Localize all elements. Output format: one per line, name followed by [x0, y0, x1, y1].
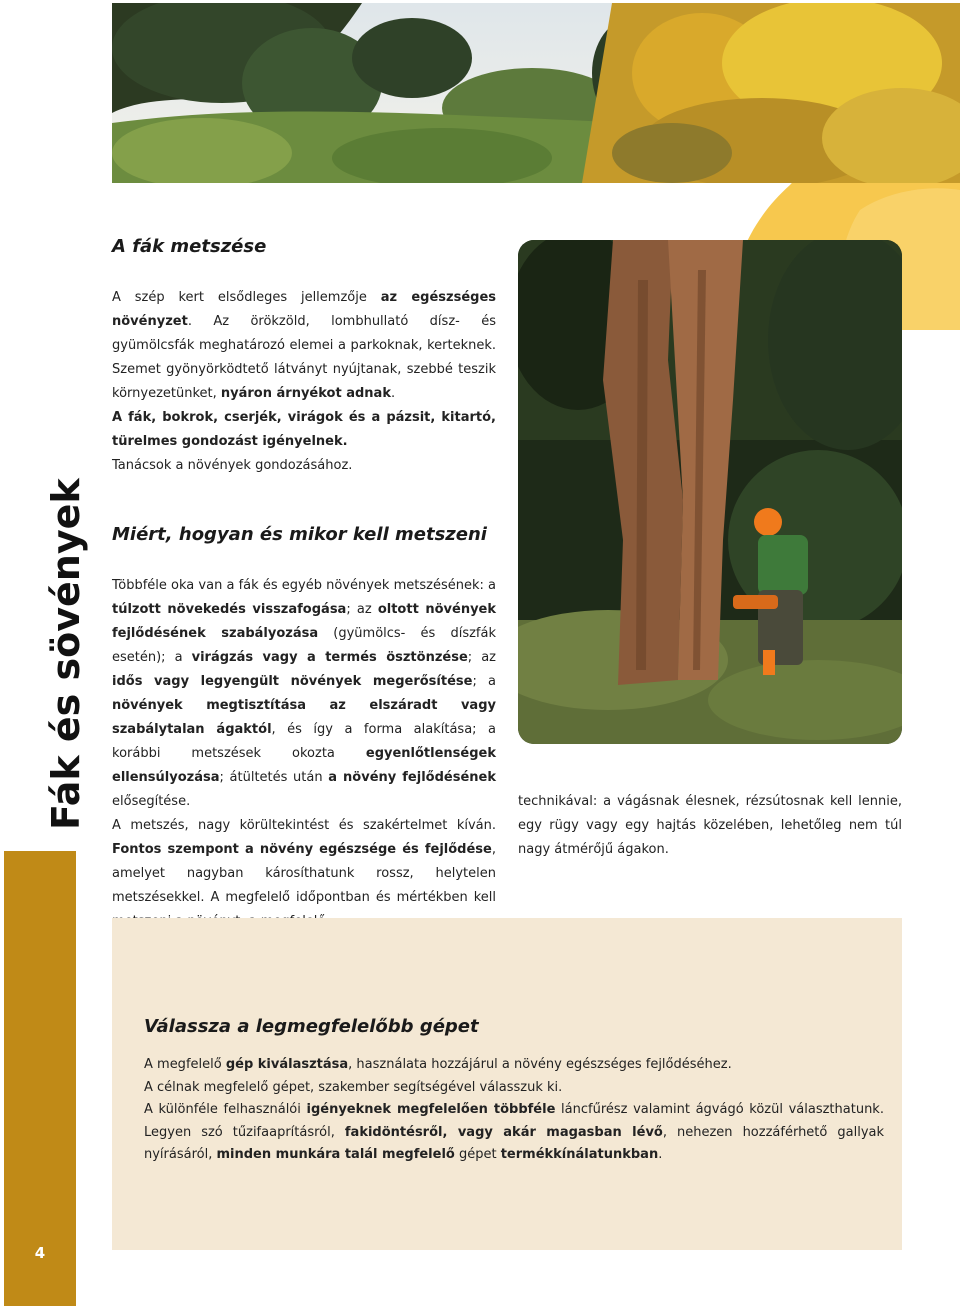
text-run: A megfelelő — [144, 1057, 226, 1072]
text-run: , nehezen hozzáférhető gallyak nyírásáról, — [144, 1124, 885, 1162]
bold-text: túlzott növekedés visszafogása — [112, 602, 347, 617]
text-run: ; az — [346, 602, 378, 617]
section-body-text — [112, 574, 496, 934]
text-run: A különféle felhasználói — [144, 1102, 307, 1117]
bold-text: igényeknek megfelelően többféle — [306, 1102, 556, 1117]
paragraph — [518, 790, 902, 862]
bold-text: nyáron árnyékot adnak — [220, 386, 391, 401]
text-run: elősegítése. — [112, 794, 191, 809]
text-run: . Az örökzöld, lombhullató dísz- és gyümölcsfák meghatározó elemei a parkoknak, kerteknek. Szemet gyönyörködtető látványt nyújtanak, szebbé teszik környezetünket, — [112, 314, 496, 401]
text-run: . — [658, 1147, 663, 1162]
paragraph — [112, 454, 496, 478]
paragraph — [112, 406, 496, 454]
text-run: technikával: a vágásnak élesnek, rézsútosnak kell lennie, egy rügy vagy egy hajtás közelében, lehetőleg nem túl nagy átmérőjű ágakon. — [518, 794, 902, 857]
bold-text: termékkínálatunkban — [500, 1147, 659, 1162]
bold-text: Fontos szempont a növény egészsége és fejlődése — [112, 842, 492, 857]
bold-text: fakidöntésről, vagy akár magasban lévő — [344, 1124, 663, 1140]
tree-felling-chainsaw-photo — [518, 240, 902, 744]
paragraph — [112, 286, 496, 406]
bold-text: minden munkára talál megfelelő — [216, 1147, 455, 1162]
text-run: Többféle oka van a fák és egyéb növények metszésének: a — [112, 578, 496, 593]
bold-text: az egészséges növényzet — [112, 290, 496, 329]
bold-text: egyenlőtlenségek ellensúlyozása — [112, 746, 496, 785]
text-run: A célnak megfelelő gépet, szakember segítségével válasszuk ki. — [144, 1079, 563, 1095]
box-title: Válassza a legmegfelelőbb gépet — [144, 1016, 479, 1037]
text-run: ; a — [472, 674, 496, 689]
bold-text: gép kiválasztása — [225, 1057, 349, 1072]
bold-text: A fák, bokrok, cserjék, virágok és a pázsit, kitartó, türelmes gondozást igényelnek. — [112, 410, 496, 449]
section-intro-text — [112, 286, 496, 478]
sidebar-accent-bar — [4, 851, 76, 1306]
bold-text: oltott növények fejlődésének szabályozása — [112, 602, 497, 641]
paragraph — [144, 1099, 884, 1167]
text-run: gépet — [454, 1147, 501, 1162]
text-run: Tanácsok a növények gondozásához. — [112, 458, 353, 473]
box-text — [144, 1054, 884, 1167]
text-run: láncfűrész valamint ágvágó közül választhatunk. Legyen szó tűzifaaprításról, — [144, 1102, 884, 1140]
text-run: . — [390, 386, 396, 401]
section-body-continuation — [518, 790, 902, 862]
page-number: 4 — [34, 1244, 46, 1262]
chapter-title: Fák és sövények — [44, 478, 88, 830]
text-run: , és így a forma alakítása; a korábbi metszések okozta — [112, 722, 496, 761]
bold-text: növények megtisztítása az elszáradt vagy szabálytalan ágaktól — [112, 698, 496, 737]
text-run: , amelyet nagyban károsíthatunk rossz, helytelen metszésekkel. A megfelelő időpontban és mértékben kell — [112, 842, 496, 905]
bold-text: idős vagy legyengült növények megerősítése — [112, 674, 473, 689]
text-run: , használata hozzájárul a növény egészséges fejlődéséhez. — [348, 1057, 732, 1072]
text-run: A szép kert elsődleges jellemzője — [112, 290, 381, 305]
paragraph — [144, 1077, 884, 1100]
bold-text: virágzás vagy a termés ösztönzése — [191, 650, 468, 665]
bold-text: a növény fejlődésének — [328, 770, 496, 785]
text-run: ; átültetés után — [219, 770, 329, 785]
paragraph — [144, 1054, 884, 1077]
garden-trees-photo — [112, 3, 960, 183]
section-title-pruning: A fák metszése — [112, 236, 267, 257]
section-title-why-how-when: Miért, hogyan és mikor kell metszeni — [112, 524, 487, 545]
text-run: ; az — [467, 650, 496, 665]
text-run: (gyümölcs- és díszfák esetén); a — [112, 626, 496, 665]
paragraph — [112, 814, 496, 934]
paragraph — [112, 574, 496, 814]
text-run: A metszés, nagy körültekintést és szakértelmet kíván. — [112, 818, 496, 833]
